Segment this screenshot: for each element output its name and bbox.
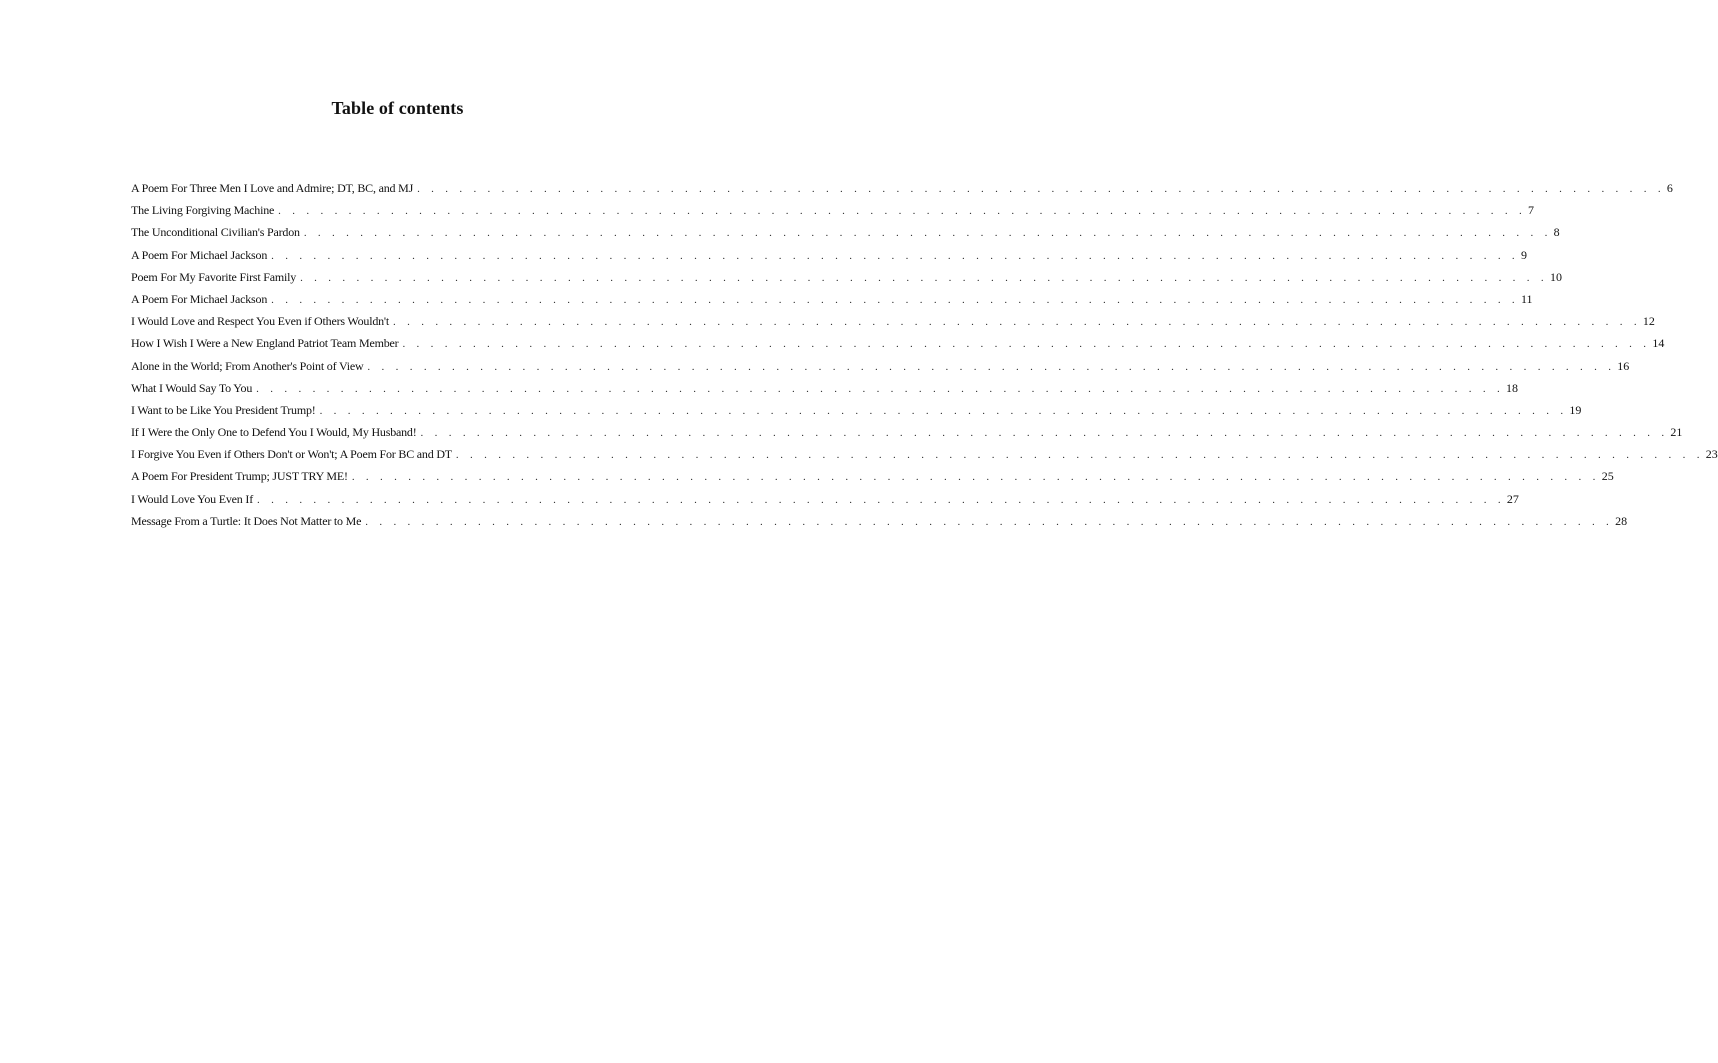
- toc-entry[interactable]: [131, 288, 1533, 310]
- toc-dot-leader: . . . . . . . . . . . . . . . . . . . . . . . . . . . . . . . . . . . . . . . . . . . . . . . . . . . . . . . . . . . . . . . . . . . . . . . . . . . . . . . . . . . . . . . . .: [455, 449, 1704, 462]
- toc-page-number: 9: [1520, 247, 1527, 262]
- toc-page-number: 10: [1549, 269, 1562, 284]
- toc-entry[interactable]: [131, 221, 1560, 243]
- toc-page-number: 25: [1601, 469, 1614, 484]
- toc-entry-title: Poem For My Favorite First Family: [131, 269, 297, 284]
- toc-entry-title: I Would Love and Respect You Even if Others Wouldn't: [131, 314, 390, 329]
- toc-dot-leader: . . . . . . . . . . . . . . . . . . . . . . . . . . . . . . . . . . . . . . . . . . . . . . . . . . . . . . . . . . . . . . . . . . . . . . . . . . . . . . . . . . . . . . . . .: [319, 404, 1568, 417]
- toc-page-number: 14: [1652, 336, 1665, 351]
- toc-entry[interactable]: [131, 199, 1535, 221]
- toc-entry[interactable]: [131, 421, 1683, 443]
- toc-page-number: 28: [1615, 513, 1628, 528]
- toc-dot-leader: . . . . . . . . . . . . . . . . . . . . . . . . . . . . . . . . . . . . . . . . . . . . . . . . . . . . . . . . . . . . . . . . . . . . . . . . . . . . . . . . . . . . . . . . .: [303, 227, 1552, 240]
- toc-page-number: 12: [1642, 314, 1655, 329]
- toc-page-number: 27: [1506, 491, 1519, 506]
- toc-entry-title: The Unconditional Civilian's Pardon: [131, 225, 300, 240]
- toc-entry[interactable]: [131, 355, 1630, 377]
- toc-entry[interactable]: [131, 310, 1655, 332]
- toc-dot-leader: . . . . . . . . . . . . . . . . . . . . . . . . . . . . . . . . . . . . . . . . . . . . . . . . . . . . . . . . . . . . . . . . . . . . . . . . . . . . . . . . . . . . . . . . .: [367, 360, 1616, 373]
- toc-dot-leader: . . . . . . . . . . . . . . . . . . . . . . . . . . . . . . . . . . . . . . . . . . . . . . . . . . . . . . . . . . . . . . . . . . . . . . . . . . . . . . . . . . . . . . . . .: [402, 338, 1651, 351]
- toc-dot-leader: . . . . . . . . . . . . . . . . . . . . . . . . . . . . . . . . . . . . . . . . . . . . . . . . . . . . . . . . . . . . . . . . . . . . . . . . . . . . . . . . . . . . . . . . .: [257, 493, 1505, 506]
- toc-page-number: 18: [1506, 380, 1519, 395]
- toc-entry-title: A Poem For Michael Jackson: [131, 247, 268, 262]
- toc-entry-title: The Living Forgiving Machine: [131, 203, 275, 218]
- toc-dot-leader: . . . . . . . . . . . . . . . . . . . . . . . . . . . . . . . . . . . . . . . . . . . . . . . . . . . . . . . . . . . . . . . . . . . . . . . . . . . . . . . . . . . . . . . . .: [300, 271, 1548, 284]
- page-title: Table of contents: [331, 98, 464, 118]
- toc-entry[interactable]: [131, 377, 1519, 399]
- toc-page-number: 7: [1528, 203, 1535, 218]
- toc-entry-title: I Forgive You Even if Others Don't or Won't; A Poem For BC and DT: [131, 447, 452, 462]
- toc-entry[interactable]: [131, 399, 1582, 421]
- toc-entry-title: What I Would Say To You: [131, 380, 253, 395]
- toc-entry-title: A Poem For Michael Jackson: [131, 291, 268, 306]
- toc-dot-leader: . . . . . . . . . . . . . . . . . . . . . . . . . . . . . . . . . . . . . . . . . . . . . . . . . . . . . . . . . . . . . . . . . . . . . . . . . . . . . . . . . . . . . . . . .: [365, 515, 1614, 528]
- toc-entry[interactable]: [131, 332, 1665, 354]
- toc-entry[interactable]: [131, 488, 1519, 510]
- toc-entry[interactable]: [131, 177, 1673, 199]
- toc-page-number: 8: [1553, 225, 1560, 240]
- toc-page-number: 23: [1705, 447, 1718, 462]
- toc-entry[interactable]: [131, 244, 1527, 266]
- toc-dot-leader: . . . . . . . . . . . . . . . . . . . . . . . . . . . . . . . . . . . . . . . . . . . . . . . . . . . . . . . . . . . . . . . . . . . . . . . . . . . . . . . . . . . . . . . . .: [351, 471, 1600, 484]
- toc-entry-title: How I Wish I Were a New England Patriot Team Member: [131, 336, 399, 351]
- toc-dot-leader: . . . . . . . . . . . . . . . . . . . . . . . . . . . . . . . . . . . . . . . . . . . . . . . . . . . . . . . . . . . . . . . . . . . . . . . . . . . . . . . . . . . . . . . . .: [271, 249, 1519, 262]
- toc-entry-title: If I Were the Only One to Defend You I Would, My Husband!: [131, 425, 417, 440]
- toc-entry-title: I Want to be Like You President Trump!: [131, 402, 316, 417]
- toc-entry[interactable]: [131, 266, 1562, 288]
- toc-entry-title: Message From a Turtle: It Does Not Matter to Me: [131, 513, 362, 528]
- toc-dot-leader: . . . . . . . . . . . . . . . . . . . . . . . . . . . . . . . . . . . . . . . . . . . . . . . . . . . . . . . . . . . . . . . . . . . . . . . . . . . . . . . . . . . . . . . . .: [278, 205, 1527, 218]
- toc-entry-title: Alone in the World; From Another's Point of View: [131, 358, 364, 373]
- toc-page-number: 11: [1520, 291, 1533, 306]
- toc-entry-title: I Would Love You Even If: [131, 491, 254, 506]
- toc-page-number: 19: [1569, 402, 1582, 417]
- toc-page-number: 6: [1666, 181, 1673, 195]
- toc-entry-title: A Poem For Three Men I Love and Admire; DT, BC, and MJ: [131, 181, 414, 195]
- toc-dot-leader: . . . . . . . . . . . . . . . . . . . . . . . . . . . . . . . . . . . . . . . . . . . . . . . . . . . . . . . . . . . . . . . . . . . . . . . . . . . . . . . . . . . . . . . . .: [271, 293, 1519, 306]
- toc-list: [131, 177, 1718, 532]
- toc-page-number: 21: [1670, 425, 1683, 440]
- toc-dot-leader: . . . . . . . . . . . . . . . . . . . . . . . . . . . . . . . . . . . . . . . . . . . . . . . . . . . . . . . . . . . . . . . . . . . . . . . . . . . . . . . . . . . . . . . . .: [256, 382, 1505, 395]
- toc-entry[interactable]: [131, 443, 1718, 465]
- toc-dot-leader: . . . . . . . . . . . . . . . . . . . . . . . . . . . . . . . . . . . . . . . . . . . . . . . . . . . . . . . . . . . . . . . . . . . . . . . . . . . . . . . . . . . . . . . . .: [393, 316, 1641, 329]
- toc-dot-leader: . . . . . . . . . . . . . . . . . . . . . . . . . . . . . . . . . . . . . . . . . . . . . . . . . . . . . . . . . . . . . . . . . . . . . . . . . . . . . . . . . . . . . . . . .: [417, 183, 1665, 195]
- toc-entry[interactable]: [131, 510, 1628, 532]
- toc-entry-title: A Poem For President Trump; JUST TRY ME!: [131, 469, 348, 484]
- toc-entry[interactable]: [131, 465, 1614, 487]
- toc-dot-leader: . . . . . . . . . . . . . . . . . . . . . . . . . . . . . . . . . . . . . . . . . . . . . . . . . . . . . . . . . . . . . . . . . . . . . . . . . . . . . . . . . . . . . . . . .: [420, 427, 1669, 440]
- toc-page-number: 16: [1617, 358, 1630, 373]
